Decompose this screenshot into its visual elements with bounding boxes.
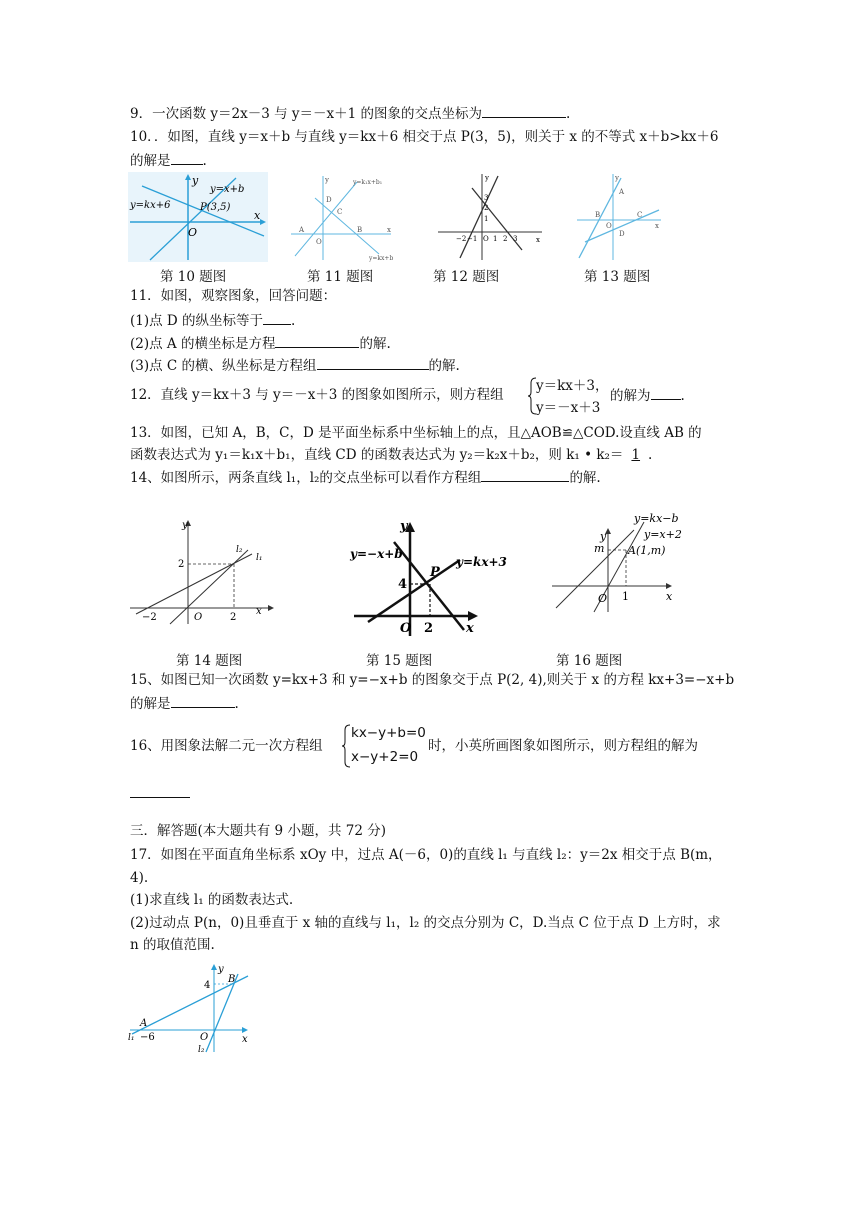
q9-line: [130, 104, 570, 123]
fig11-line1-label: y=k₁x+b₁: [353, 179, 383, 186]
caption-fig16: 第 16 题图: [556, 653, 623, 669]
q14-text: 14、如图所示，两条直线 l₁，l₂的交点坐标可以看作方程组: [130, 470, 482, 486]
q11-part1-text: (1)点 D 的纵坐标等于: [130, 313, 264, 329]
fig14-l1-label: l₁: [256, 553, 263, 563]
q12-text: 12．直线 y＝kx＋3 与 y＝－x＋3 的图象如图所示，则方程组: [130, 387, 504, 403]
q17-line-1: 17．如图在平面直角坐标系 xOy 中，过点 A(－6，0)的直线 l₁ 与直线 l₂：y＝2x 相交于点 B(m，: [130, 847, 722, 863]
fig11-point-c: C: [337, 208, 343, 216]
fig11-x-label: x: [387, 226, 391, 234]
q12-eq2: y＝－x＋3: [536, 400, 601, 416]
fig15-y-label: y: [400, 519, 408, 534]
caption-fig14: 第 14 题图: [176, 653, 243, 669]
q14-line: [130, 468, 601, 487]
fig17-x-label: x: [242, 1034, 248, 1045]
fig17-l2-label: l₂: [198, 1045, 205, 1055]
fig13-point-a: A: [619, 188, 625, 196]
fig16-x-label: x: [666, 590, 673, 603]
fig11-point-b: B: [357, 226, 363, 234]
figure-13: [575, 172, 665, 262]
fig12-x-label: x: [536, 236, 540, 244]
q11-part3-text: (3)点 C 的横、纵坐标是方程组: [130, 358, 317, 374]
q13-answer: 1: [631, 447, 641, 463]
fig17-point-a: A: [140, 1018, 148, 1029]
q11-part1-end: .: [291, 313, 296, 329]
q12-eq1: y＝kx＋3，: [536, 378, 609, 394]
fig16-line2-label: y=x+2: [644, 528, 682, 541]
figure-16: [548, 510, 698, 614]
fig11-point-d: D: [326, 196, 332, 204]
q16-answer-blank[interactable]: [130, 784, 190, 798]
q12-post: 的解为: [610, 388, 651, 404]
figure-17: [126, 960, 256, 1056]
section-3-heading: 三．解答题(本大题共有 9 小题，共 72 分): [130, 823, 386, 839]
fig15-tick-y4: 4: [398, 577, 408, 592]
q11-head: 11．如图，观察图象，回答问题：: [130, 288, 337, 304]
caption-fig10: 第 10 题图: [160, 269, 227, 285]
q10-answer-blank[interactable]: [171, 151, 203, 165]
q10-end: .: [202, 153, 207, 169]
fig12-tick-x3: 3: [513, 235, 518, 243]
q11-part3-blank[interactable]: [317, 356, 429, 370]
q15-end: .: [234, 696, 239, 712]
fig17-tick-xm6: −6: [140, 1032, 155, 1043]
fig12-tick-y2: 2: [484, 204, 489, 212]
q16-post: 时，小英所画图象如图所示，则方程组的解为: [428, 738, 698, 754]
fig16-origin: O: [598, 592, 608, 605]
fig17-point-b: B: [228, 974, 236, 985]
fig12-tick-y1: 1: [484, 215, 489, 223]
fig12-y-label: y: [485, 174, 489, 182]
fig14-tick-xm2: −2: [142, 612, 157, 623]
q11-part1: [130, 311, 295, 330]
q14-end: 的解.: [569, 470, 601, 486]
fig14-l2-label: l₂: [236, 545, 243, 555]
fig16-line1-label: y=kx−b: [634, 512, 679, 525]
fig16-tick-m: m: [594, 542, 605, 555]
q13-line-1: 13．如图，已知 A，B，C，D 是平面坐标系中坐标轴上的点，且△AOB≌△COD.设直线 AB 的: [130, 425, 702, 441]
q15-answer-blank[interactable]: [171, 694, 235, 708]
q15-text: 的解是: [130, 696, 171, 712]
q12-tail: [610, 386, 685, 405]
q11-part1-blank[interactable]: [263, 311, 291, 325]
caption-fig15: 第 15 题图: [366, 653, 433, 669]
fig14-origin: O: [194, 612, 203, 623]
fig15-tick-x2: 2: [424, 621, 434, 636]
q14-answer-blank[interactable]: [481, 468, 569, 482]
figure-12: [436, 172, 546, 262]
fig17-tick-y4: 4: [204, 980, 211, 991]
fig10-point-p: P(3,5): [200, 202, 231, 213]
q13-end: .: [648, 447, 653, 463]
fig10-y-label: y: [192, 174, 199, 187]
fig13-y-label: y: [615, 174, 619, 182]
fig10-line2-label: y=kx+6: [130, 200, 171, 211]
q17-part1: (1)求直线 l₁ 的函数表达式.: [130, 892, 294, 908]
q11-part2-end: 的解.: [359, 336, 391, 352]
fig14-tick-x2: 2: [230, 612, 237, 623]
fig16-point-a: A(1,m): [628, 544, 666, 557]
fig15-line2-label: y=kx+3: [456, 555, 507, 569]
fig12-tick-x1: 1: [493, 235, 498, 243]
fig12-tick-x2: 2: [503, 235, 508, 243]
fig13-x-label: x: [655, 222, 659, 230]
q11-part3: [130, 356, 460, 375]
fig11-origin: O: [316, 238, 322, 246]
q10-line-1: 10．．如图，直线 y＝x＋b 与直线 y＝kx＋6 相交于点 P(3，5)，则关于 x 的不等式 x＋b>kx＋6: [130, 129, 719, 145]
fig13-origin: O: [606, 222, 612, 230]
fig13-point-c: C: [637, 211, 643, 219]
fig17-origin: O: [200, 1032, 209, 1043]
fig14-x-label: x: [256, 606, 262, 617]
q17-part2-line-2: n 的取值范围.: [130, 937, 215, 953]
fig15-x-label: x: [466, 621, 474, 636]
caption-fig11: 第 11 题图: [307, 269, 374, 285]
fig17-l1-label: l₁: [128, 1033, 135, 1043]
q12-answer-blank[interactable]: [651, 386, 681, 400]
fig14-y-label: y: [182, 520, 188, 531]
q12-end: .: [680, 388, 685, 404]
figure-15: [346, 516, 507, 638]
fig10-origin: O: [188, 226, 198, 239]
q15-line-1: 15、如图已知一次函数 y=kx+3 和 y=−x+b 的图象交于点 P(2, 4),则关于 x 的方程 kx+3=−x+b: [130, 672, 735, 688]
fig15-origin: O: [400, 621, 412, 636]
fig11-point-a: A: [299, 226, 305, 234]
q16-eq1: kx−y+b=0: [351, 725, 426, 741]
figure-10: [128, 172, 268, 262]
fig12-tick-xm1: −1: [467, 235, 478, 243]
fig11-line2-label: y=kx+b: [369, 255, 394, 262]
q11-part2-blank[interactable]: [275, 334, 359, 348]
q11-part2-text: (2)点 A 的横坐标是方程: [130, 336, 276, 352]
caption-fig12: 第 12 题图: [433, 269, 500, 285]
fig11-y-label: y: [325, 176, 329, 184]
figure-14: [128, 516, 278, 626]
fig13-point-d: D: [619, 230, 625, 238]
fig16-y-label: y: [600, 530, 607, 543]
fig12-tick-xm2: −2: [456, 235, 467, 243]
fig15-line1-label: y=−x+b: [350, 547, 403, 561]
fig14-tick-y2: 2: [178, 559, 185, 570]
q9-answer-blank[interactable]: [482, 104, 566, 118]
fig10-x-label: x: [254, 209, 261, 222]
caption-fig13: 第 13 题图: [584, 269, 651, 285]
q9-end: .: [566, 106, 571, 122]
fig12-tick-y3: 3: [484, 194, 489, 202]
fig16-tick-x1: 1: [622, 590, 629, 603]
q10-text: 的解是: [130, 153, 171, 169]
q9-text: 9．一次函数 y＝2x－3 与 y＝－x＋1 的图象的交点坐标为: [130, 106, 483, 122]
q11-part2: [130, 334, 391, 353]
fig10-line1-label: y=x+b: [210, 184, 245, 195]
fig15-point-p: P: [430, 565, 440, 580]
q16-eq2: x−y+2=0: [351, 749, 419, 765]
figure-11: [287, 172, 397, 262]
fig17-y-label: y: [218, 964, 224, 975]
q15-line-2: [130, 694, 239, 713]
fig13-point-b: B: [595, 211, 601, 219]
q13-text: 函数表达式为 y₁＝k₁x＋b₁，直线 CD 的函数表达式为 y₂＝k₂x＋b₂，则 k₁ • k₂＝: [130, 447, 624, 463]
q13-line-2: [130, 446, 652, 464]
q11-part3-end: 的解.: [428, 358, 460, 374]
fig12-origin: O: [483, 235, 489, 243]
q16-text: 16、用图象法解二元一次方程组: [130, 738, 323, 754]
q10-line-2: [130, 151, 207, 170]
q17-part2-line-1: (2)过动点 P(n，0)且垂直于 x 轴的直线与 l₁，l₂ 的交点分别为 C，D.当点 C 位于点 D 上方时，求: [130, 915, 721, 931]
q17-line-2: 4).: [130, 870, 149, 886]
